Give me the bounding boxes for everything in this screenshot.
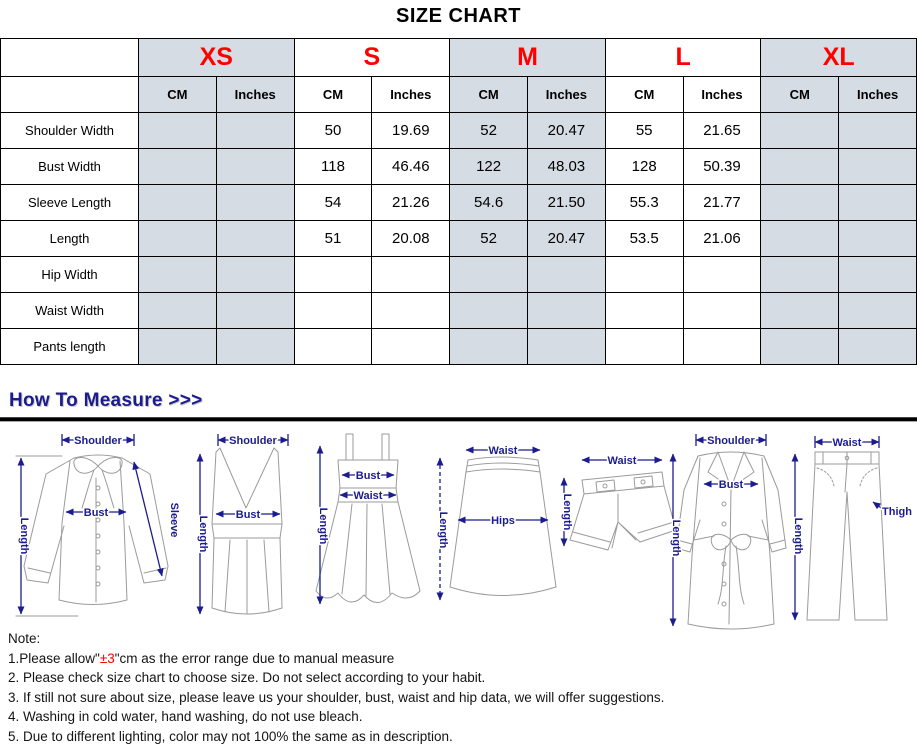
- table-row: [1, 149, 917, 185]
- unit-header: Inches: [839, 77, 917, 113]
- cell: [527, 257, 605, 293]
- measure-label: Waist: [488, 445, 518, 457]
- table-row: [1, 185, 917, 221]
- row-label: Bust Width: [1, 149, 139, 185]
- table-row: [1, 293, 917, 329]
- table-row: [1, 221, 917, 257]
- cell: [139, 257, 217, 293]
- cell: 20.47: [527, 221, 605, 257]
- cell: 20.08: [372, 221, 450, 257]
- row-label: Pants length: [1, 329, 139, 365]
- measure-label: Sleeve: [168, 502, 180, 538]
- cell: [761, 293, 839, 329]
- cell: [605, 329, 683, 365]
- size-table: [0, 38, 917, 365]
- measure-label: Length: [197, 515, 209, 553]
- cell: 54: [294, 185, 372, 221]
- measure-label: Length: [18, 517, 30, 555]
- cell: [761, 257, 839, 293]
- note-text: 1.Please allow": [8, 650, 100, 666]
- unit-header: CM: [294, 77, 372, 113]
- note-line-1: [8, 649, 664, 669]
- cell: [294, 329, 372, 365]
- cell: 21.65: [683, 113, 761, 149]
- cell: 128: [605, 149, 683, 185]
- cell: [839, 293, 917, 329]
- cell: [605, 257, 683, 293]
- measure-label: Waist: [832, 437, 862, 449]
- divider-rule: [0, 417, 917, 422]
- cell: [450, 257, 528, 293]
- cell: 54.6: [450, 185, 528, 221]
- measure-figures: [0, 426, 917, 636]
- cell: 55: [605, 113, 683, 149]
- measure-label: Thigh: [882, 506, 912, 518]
- measure-label: Length: [561, 493, 573, 531]
- note-line-5: 5. Due to different lighting, color may not 100% the same as in description.: [8, 728, 453, 744]
- vest-top-figure: [188, 428, 303, 628]
- cell: 50: [294, 113, 372, 149]
- measure-label: Bust: [718, 479, 744, 491]
- cell: [139, 149, 217, 185]
- note-line-3: 3. If still not sure about size, please leave us your shoulder, bust, waist and hip data, we will offer suggestions.: [8, 689, 665, 705]
- unit-header-row: [1, 77, 917, 113]
- unit-header: CM: [450, 77, 528, 113]
- measure-label: Length: [437, 511, 449, 549]
- cell: [683, 257, 761, 293]
- cell: 20.47: [527, 113, 605, 149]
- unit-header: Inches: [216, 77, 294, 113]
- skirt-figure: [430, 442, 562, 612]
- cell: 48.03: [527, 149, 605, 185]
- dress-figure: [306, 426, 428, 631]
- cell: 21.06: [683, 221, 761, 257]
- cell: [139, 293, 217, 329]
- measure-label: Shoulder: [74, 435, 122, 447]
- note-text: "cm as the error range due to manual measure: [114, 650, 395, 666]
- cell: [216, 257, 294, 293]
- table-row: [1, 257, 917, 293]
- row-label: Length: [1, 221, 139, 257]
- unit-header: CM: [761, 77, 839, 113]
- measure-label: Waist: [353, 490, 383, 502]
- cell: [761, 221, 839, 257]
- page-title: SIZE CHART: [396, 5, 521, 27]
- cell: [761, 113, 839, 149]
- table-row: [1, 113, 917, 149]
- measure-label: Hips: [491, 515, 515, 527]
- table-row: [1, 329, 917, 365]
- measure-label: Shoulder: [707, 435, 755, 447]
- cell: [839, 329, 917, 365]
- unit-header: Inches: [527, 77, 605, 113]
- cell: 21.50: [527, 185, 605, 221]
- cell: [139, 329, 217, 365]
- unit-header: Inches: [372, 77, 450, 113]
- measure-label: Waist: [607, 455, 637, 467]
- measure-label: Length: [670, 519, 682, 557]
- cell: 21.77: [683, 185, 761, 221]
- cell: 46.46: [372, 149, 450, 185]
- cell: [216, 149, 294, 185]
- cell: [527, 293, 605, 329]
- cell: [294, 293, 372, 329]
- measure-label: Length: [792, 517, 804, 555]
- cell: 52: [450, 113, 528, 149]
- coat-figure: [660, 428, 800, 634]
- cell: 21.26: [372, 185, 450, 221]
- measure-label: Length: [317, 507, 329, 545]
- cell: 50.39: [683, 149, 761, 185]
- blouse-figure: [8, 428, 183, 628]
- cell: [761, 329, 839, 365]
- cell: 53.5: [605, 221, 683, 257]
- notes: [8, 629, 664, 746]
- cell: [450, 293, 528, 329]
- cell: [683, 293, 761, 329]
- note-line-4: 4. Washing in cold water, hand washing, do not use bleach.: [8, 709, 363, 724]
- cell: [216, 329, 294, 365]
- cell: [216, 113, 294, 149]
- size-header-row: [1, 39, 917, 77]
- measure-label: Shoulder: [229, 435, 277, 447]
- cell: [839, 257, 917, 293]
- size-header-xl: XL: [761, 39, 917, 77]
- cell: [372, 329, 450, 365]
- cell: [216, 293, 294, 329]
- cell: [839, 113, 917, 149]
- row-label: Shoulder Width: [1, 113, 139, 149]
- corner-cell: [1, 77, 139, 113]
- cell: [605, 293, 683, 329]
- pants-figure: [787, 430, 917, 630]
- unit-header: Inches: [683, 77, 761, 113]
- cell: [139, 221, 217, 257]
- size-table-body: [1, 113, 917, 365]
- cell: [372, 257, 450, 293]
- size-header-s: S: [294, 39, 450, 77]
- cell: [139, 113, 217, 149]
- cell: 19.69: [372, 113, 450, 149]
- cell: [683, 329, 761, 365]
- size-header-m: M: [450, 39, 606, 77]
- cell: [839, 221, 917, 257]
- note-line-2: 2. Please check size chart to choose size. Do not select according to your habit.: [8, 670, 486, 685]
- measure-label: Bust: [355, 470, 381, 482]
- cell: [372, 293, 450, 329]
- cell: [761, 149, 839, 185]
- note-error-range: ±3: [99, 650, 115, 666]
- notes-heading: Note:: [8, 631, 41, 646]
- size-header-l: L: [605, 39, 761, 77]
- cell: 52: [450, 221, 528, 257]
- cell: [761, 185, 839, 221]
- cell: [839, 149, 917, 185]
- size-header-xs: XS: [139, 39, 295, 77]
- corner-cell: [1, 39, 139, 77]
- cell: [294, 257, 372, 293]
- cell: 51: [294, 221, 372, 257]
- measure-label: Bust: [235, 509, 261, 521]
- cell: 118: [294, 149, 372, 185]
- row-label: Hip Width: [1, 257, 139, 293]
- cell: 55.3: [605, 185, 683, 221]
- measure-label: Bust: [83, 507, 109, 519]
- cell: [450, 329, 528, 365]
- row-label: Sleeve Length: [1, 185, 139, 221]
- how-to-measure-heading: How To Measure >>>: [9, 390, 203, 411]
- cell: [216, 185, 294, 221]
- cell: 122: [450, 149, 528, 185]
- row-label: Waist Width: [1, 293, 139, 329]
- cell: [139, 185, 217, 221]
- unit-header: CM: [605, 77, 683, 113]
- unit-header: CM: [139, 77, 217, 113]
- cell: [839, 185, 917, 221]
- cell: [527, 329, 605, 365]
- cell: [216, 221, 294, 257]
